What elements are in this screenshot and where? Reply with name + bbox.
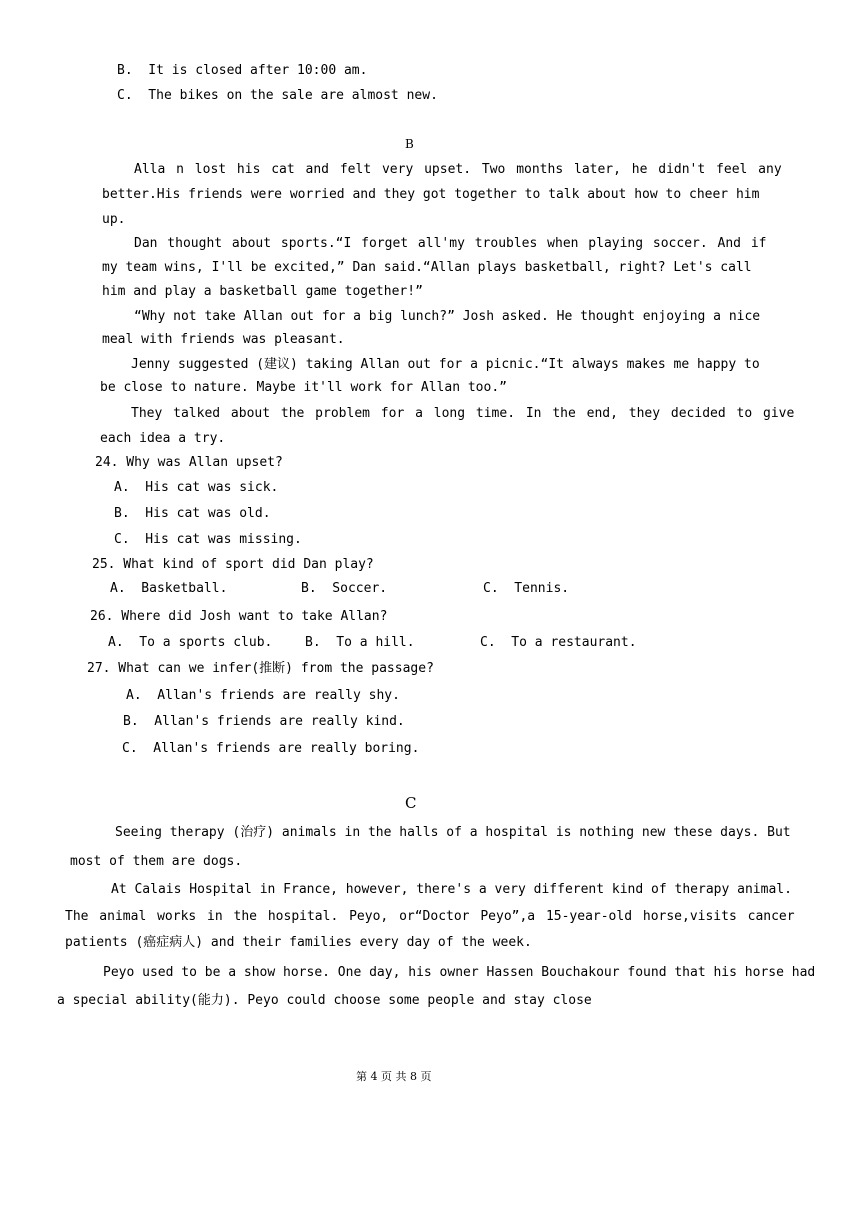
- question-25: 25. What kind of sport did Dan play?: [92, 557, 374, 572]
- q24-option-c: C. His cat was missing.: [114, 532, 302, 547]
- q25-option-b: B. Soccer.: [301, 581, 388, 596]
- q27-option-a: A. Allan's friends are really shy.: [126, 688, 400, 703]
- passage-line: Peyo used to be a show horse. One day, his owner Hassen Bouchakour found that his horse had: [103, 965, 816, 980]
- question-27: 27. What can we infer(推断) from the passage?: [87, 661, 434, 676]
- q27-option-c: C. Allan's friends are really boring.: [122, 741, 420, 756]
- q26-option-b: B. To a hill.: [305, 635, 415, 650]
- question-24: 24. Why was Allan upset?: [95, 455, 283, 470]
- question-26: 26. Where did Josh want to take Allan?: [90, 609, 388, 624]
- passage-line: Seeing therapy (治疗) animals in the halls of a hospital is nothing new these days. But: [115, 825, 791, 840]
- q24-option-b: B. His cat was old.: [114, 506, 271, 521]
- q26-option-c: C. To a restaurant.: [480, 635, 637, 650]
- passage-line: The animal works in the hospital. Peyo, or“Doctor Peyo”,a 15-year-old horse,visits cancer: [65, 909, 795, 924]
- passage-line: meal with friends was pleasant.: [102, 332, 345, 347]
- passage-line: Jenny suggested (建议) taking Allan out for a picnic.“It always makes me happy to: [131, 357, 760, 372]
- section-b-heading: B: [405, 137, 414, 151]
- passage-line: each idea a try.: [100, 431, 226, 446]
- passage-line: my team wins, I'll be excited,” Dan said.“Allan plays basketball, right? Let's call: [102, 260, 752, 275]
- section-c-heading: C: [405, 794, 417, 812]
- passage-line: him and play a basketball game together!”: [102, 284, 423, 299]
- passage-line: be close to nature. Maybe it'll work for Allan too.”: [100, 380, 507, 395]
- passage-line: Dan thought about sports.“I forget all'my troubles when playing soccer. And if: [134, 236, 767, 251]
- passage-line: “Why not take Allan out for a big lunch?” Josh asked. He thought enjoying a nice: [134, 309, 761, 324]
- passage-line: patients (癌症病人) and their families every day of the week.: [65, 935, 532, 950]
- q27-option-b: B. Allan's friends are really kind.: [123, 714, 405, 729]
- passage-line: They talked about the problem for a long time. In the end, they decided to give: [131, 406, 795, 421]
- passage-line: Alla n lost his cat and felt very upset. Two months later, he didn't feel any: [134, 162, 782, 177]
- passage-line: At Calais Hospital in France, however, there's a very different kind of therapy animal.: [111, 882, 792, 897]
- passage-line: up.: [102, 212, 126, 227]
- passage-line: most of them are dogs.: [70, 854, 243, 869]
- passage-line: better.His friends were worried and they got together to talk about how to cheer him: [102, 187, 760, 202]
- page-footer: 第 4 页 共 8 页: [356, 1070, 432, 1083]
- q24-option-a: A. His cat was sick.: [114, 480, 279, 495]
- option-b: B. It is closed after 10:00 am.: [117, 63, 368, 78]
- passage-line: a special ability(能力). Peyo could choose some people and stay close: [57, 993, 592, 1008]
- option-c: C. The bikes on the sale are almost new.: [117, 88, 438, 103]
- q25-option-a: A. Basketball.: [110, 581, 228, 596]
- q26-option-a: A. To a sports club.: [108, 635, 273, 650]
- q25-option-c: C. Tennis.: [483, 581, 570, 596]
